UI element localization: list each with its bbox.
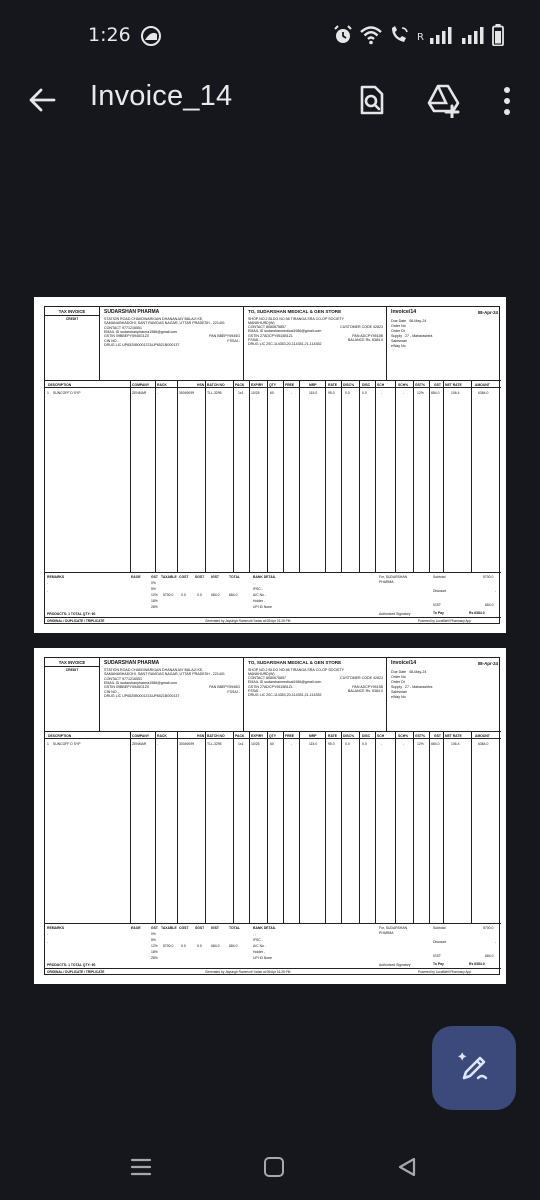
invoice-date: 08-Apr-24 bbox=[477, 310, 498, 315]
cell-sch-pct: - bbox=[403, 741, 405, 746]
due-date-label: Due Date bbox=[391, 670, 407, 675]
cell-qty: 60 bbox=[270, 741, 274, 746]
seller-fssai: FSSAI - bbox=[227, 689, 240, 694]
cell-disc-pct: 0.0 bbox=[345, 390, 350, 395]
products-summary: PRODUCTS: 1 TOTAL QTY: 60 bbox=[47, 963, 96, 967]
order-no-label: Order No bbox=[391, 324, 406, 329]
buyer-gstin: GSTIN 27ADCPY9515B1ZL bbox=[248, 684, 293, 689]
col-pack: PACK bbox=[235, 733, 245, 738]
cell-disc: 0.0 bbox=[362, 390, 367, 395]
col-disc-pct: DISC% bbox=[343, 382, 355, 387]
cell-rack: - bbox=[157, 741, 159, 746]
cell-sch: - bbox=[381, 390, 383, 395]
cell-free: - bbox=[291, 741, 293, 746]
due-date: 08-May-24 bbox=[409, 670, 427, 675]
buyer-block bbox=[245, 307, 387, 380]
gst-rate: 5% bbox=[151, 587, 156, 591]
col-gst-pct: GST% bbox=[415, 733, 425, 738]
cell-mrp: 115.0 bbox=[309, 390, 318, 395]
order-no-label: Order No bbox=[391, 675, 406, 680]
wifi-calling-icon bbox=[389, 25, 411, 45]
invoice-bottom-line bbox=[45, 617, 501, 625]
seller-address: SAMANUBHADOHI, SANT RAVIDAS NAGAR, UTTAR PRADESH - 221401 bbox=[104, 672, 225, 677]
status-icons bbox=[333, 24, 504, 46]
col-gst: GST bbox=[434, 382, 441, 387]
seller-gstin: GSTIN 09BBEPY5945G1Z0 bbox=[104, 685, 149, 690]
col-batch: BATCH NO bbox=[207, 733, 225, 738]
items-table bbox=[45, 731, 501, 923]
cell-net-rate: 106.4 bbox=[451, 390, 460, 395]
seller-druglic: DRUG LIC UP6520B000137&UP6521B000137 bbox=[104, 342, 180, 347]
taxable-head: TAXABLE bbox=[161, 575, 177, 579]
seller-name: SUDARSHAN PHARMA bbox=[104, 309, 160, 315]
buyer-gstin: GSTIN 27ADCPY9515B1ZL bbox=[248, 333, 293, 338]
customer-code: CUSTOMER CODE 42823 bbox=[340, 676, 383, 681]
credit-label: CREDIT bbox=[45, 315, 99, 321]
drive-add-icon[interactable] bbox=[426, 84, 462, 118]
subtotal-label: Subtotal bbox=[433, 926, 446, 930]
gst-rate: 0% bbox=[151, 581, 156, 585]
igst-label: IGST bbox=[433, 603, 441, 607]
nav-back-icon[interactable] bbox=[396, 1156, 418, 1178]
cell-sch: - bbox=[381, 741, 383, 746]
igst-head: IGST bbox=[211, 575, 219, 579]
eway-label: eWay No bbox=[391, 344, 406, 349]
cell-gst: 684.0 bbox=[431, 741, 440, 746]
igst-value: 684.0 bbox=[485, 954, 494, 958]
col-batch: BATCH NO bbox=[207, 382, 225, 387]
seller-druglic: DRUG LIC UP6520B000137&UP6521B000137 bbox=[104, 693, 180, 698]
gst-rate: 12% bbox=[151, 593, 158, 597]
document-title: Invoice_14 bbox=[90, 80, 233, 112]
remarks-label: REMARKS bbox=[47, 926, 65, 930]
igst-value: 684.0 bbox=[485, 603, 494, 607]
invoice-number: Invoice/14 bbox=[391, 309, 417, 315]
gst-total: 684.0 bbox=[229, 593, 238, 597]
remarks-line: - bbox=[47, 589, 49, 593]
invoice-bottom-line bbox=[45, 968, 501, 976]
seller-gstin: GSTIN 09BBEPY5945G1Z0 bbox=[104, 334, 149, 339]
search-document-icon[interactable] bbox=[356, 84, 388, 116]
cell-gst-pct: 12% bbox=[417, 741, 424, 746]
invoice-meta bbox=[388, 307, 501, 380]
status-bar bbox=[0, 0, 540, 72]
col-amount: AMOUNT bbox=[475, 382, 490, 387]
buyer-name: TO, SUDARSHAN MEDICAL & GEN STORE bbox=[248, 660, 342, 665]
copies-label: ORIGINAL / DUPLICATE / TRIPLICATE bbox=[47, 619, 105, 623]
tax-invoice-label: TAX INVOICE bbox=[58, 309, 86, 314]
buyer-email: EMAIL ID sudarshanmedical1986@gmail.com bbox=[248, 680, 322, 685]
remarks-line: - bbox=[47, 940, 49, 944]
buyer-name: TO, SUDARSHAN MEDICAL & GEN STORE bbox=[248, 309, 342, 314]
gst-rate: 5% bbox=[151, 938, 156, 942]
for-label: For, SUDARSHAN bbox=[379, 575, 408, 579]
powered-by: Powered by LocalWell Pharmacy App bbox=[418, 619, 472, 623]
bank-detail-label: BANK DETAIL bbox=[253, 926, 276, 930]
discount-value: - bbox=[495, 940, 497, 944]
alarm-icon bbox=[333, 25, 353, 45]
cell-hsn: 30049099 bbox=[179, 390, 195, 395]
pdf-page-1[interactable] bbox=[34, 297, 506, 633]
gst-cgst: 0.0 bbox=[181, 593, 186, 597]
to-pay-value: Rs 6384.0 bbox=[469, 611, 485, 615]
seller-cin: CIN NO - bbox=[104, 338, 119, 343]
discount-label: Discount bbox=[433, 940, 447, 944]
cell-pack: 1x1 bbox=[238, 390, 244, 395]
col-sch-pct: SCH% bbox=[398, 382, 409, 387]
seller-pan: PAN BBEPY5945G bbox=[209, 685, 240, 690]
invoice-document bbox=[44, 306, 500, 624]
col-free: FREE bbox=[285, 733, 295, 738]
buyer-balance: BALANCE Rs. 6384.0 bbox=[347, 689, 383, 694]
cell-disc-pct: 0.0 bbox=[345, 741, 350, 746]
cell-qty: 60 bbox=[270, 390, 274, 395]
eoe-label: E&OE bbox=[131, 926, 141, 930]
cell-description: SUNCOFF D SYP bbox=[53, 390, 81, 395]
cell-rate: 95.0 bbox=[328, 390, 335, 395]
col-sch: SCH bbox=[377, 733, 385, 738]
col-sch: SCH bbox=[377, 382, 385, 387]
col-expiry: EXPIRY bbox=[251, 733, 264, 738]
more-vert-icon[interactable] bbox=[500, 86, 514, 116]
invoice-document bbox=[44, 657, 500, 975]
bank-ifsc: IFSC - bbox=[253, 587, 263, 591]
signal-2-icon bbox=[462, 26, 486, 44]
seller-block bbox=[101, 658, 244, 731]
col-description: DESCRIPTION bbox=[48, 382, 72, 387]
home-icon[interactable] bbox=[264, 1157, 284, 1177]
gst-igst: 684.0 bbox=[211, 593, 220, 597]
bank-account: A/C No - bbox=[253, 944, 266, 948]
items-header bbox=[45, 732, 501, 739]
col-rack: RACK bbox=[157, 382, 167, 387]
col-disc: DISC bbox=[362, 733, 371, 738]
authorized-signatory: Authorized Signatory bbox=[379, 963, 411, 967]
buyer-druglic: DRUG LIC 20C-114353,20-114351,21-114352 bbox=[248, 342, 322, 347]
back-arrow-icon[interactable] bbox=[26, 84, 58, 116]
buyer-druglic: DRUG LIC 20C-114353,20-114351,21-114352 bbox=[248, 693, 322, 698]
col-pack: PACK bbox=[235, 382, 245, 387]
seller-pan: PAN BBEPY5945G bbox=[209, 334, 240, 339]
gst-rate: 18% bbox=[151, 950, 158, 954]
supply-value: 27 - Maharashtra bbox=[405, 334, 433, 339]
salesman-label: Salesman bbox=[391, 690, 407, 695]
cell-net-rate: 106.4 bbox=[451, 741, 460, 746]
items-header bbox=[45, 381, 501, 388]
wifi-icon bbox=[359, 25, 383, 45]
bank-upi: UPI ID None bbox=[253, 956, 273, 960]
col-free: FREE bbox=[285, 382, 295, 387]
gst-head: GST bbox=[151, 575, 158, 579]
to-pay-label: To Pay bbox=[433, 962, 444, 966]
seller-contact: CONTACT 9771216551 bbox=[104, 325, 143, 330]
col-net-rate: NET RATE bbox=[445, 733, 462, 738]
app-bar bbox=[0, 72, 540, 130]
buyer-address: MANKHURD(W) bbox=[248, 671, 275, 676]
cell-gst: 684.0 bbox=[431, 390, 440, 395]
cell-sn: 1 bbox=[47, 390, 49, 395]
eway-label: eWay No bbox=[391, 695, 406, 700]
remarks-line: - bbox=[47, 581, 49, 585]
cell-batch: TLL-3295 bbox=[207, 390, 222, 395]
col-description: DESCRIPTION bbox=[48, 733, 72, 738]
gst-taxable: 5700.0 bbox=[163, 593, 174, 597]
buyer-address: MANKHURD(W) bbox=[248, 320, 275, 325]
cell-amount: 6384.0 bbox=[478, 741, 489, 746]
roaming-indicator: R bbox=[417, 31, 424, 43]
order-dt-label: Order Dt bbox=[391, 680, 405, 685]
seller-address: STATION ROAD CHAKDWARIGAN DHANANJAY BALAJI KE, bbox=[104, 317, 204, 321]
invoice-date: 08-Apr-24 bbox=[477, 661, 498, 666]
for-label-2: PHARMA bbox=[379, 931, 394, 935]
for-label: For, SUDARSHAN bbox=[379, 926, 408, 930]
seller-fssai: FSSAI - bbox=[227, 338, 240, 343]
pen-sparkle-icon bbox=[456, 1050, 492, 1086]
to-pay-value: Rs 6384.0 bbox=[469, 962, 485, 966]
cell-mrp: 115.0 bbox=[309, 741, 318, 746]
col-qty: QTY bbox=[269, 733, 276, 738]
bank-line: , , bbox=[253, 932, 256, 936]
cell-rack: - bbox=[157, 390, 159, 395]
due-date: 08-May-24 bbox=[409, 319, 427, 324]
col-rack: RACK bbox=[157, 733, 167, 738]
invoice-type-box bbox=[45, 307, 100, 380]
cell-company: ZENMAR bbox=[132, 741, 147, 746]
cell-company: ZENMAR bbox=[132, 390, 147, 395]
col-mrp: MRP bbox=[309, 733, 317, 738]
eoe-label: E&OE bbox=[131, 575, 141, 579]
gst-igst: 684.0 bbox=[211, 944, 220, 948]
gst-rate: 18% bbox=[151, 599, 158, 603]
buyer-email: EMAIL ID sudarshanmedical1986@gmail.com bbox=[248, 329, 322, 334]
col-rate: RATE bbox=[328, 382, 337, 387]
supply-value: 27 - Maharashtra bbox=[405, 685, 433, 690]
remarks-label: REMARKS bbox=[47, 575, 65, 579]
gst-cgst: 0.0 bbox=[181, 944, 186, 948]
col-company: COMPANY bbox=[132, 733, 150, 738]
col-amount: AMOUNT bbox=[475, 733, 490, 738]
seller-address: STATION ROAD CHAKDWARIGAN DHANANJAY BALAJI KE, bbox=[104, 668, 204, 672]
system-navigation-bar bbox=[0, 1140, 540, 1200]
gst-sgst: 0.0 bbox=[197, 944, 202, 948]
col-gst-pct: GST% bbox=[415, 382, 425, 387]
buyer-contact: CONTACT 8080675857 bbox=[248, 676, 287, 681]
cell-sn: 1 bbox=[47, 741, 49, 746]
bank-holder: Holder - bbox=[253, 950, 266, 954]
bank-ifsc: IFSC - bbox=[253, 938, 263, 942]
col-gst: GST bbox=[434, 733, 441, 738]
igst-head: IGST bbox=[211, 926, 219, 930]
for-label-2: PHARMA bbox=[379, 580, 394, 584]
seller-name: SUDARSHAN PHARMA bbox=[104, 660, 160, 666]
seller-email: EMAIL ID sudarshanpharma1986@gmail.com bbox=[104, 680, 178, 685]
sgst-head: SGST bbox=[195, 575, 205, 579]
seller-block bbox=[101, 307, 244, 380]
subtotal-label: Subtotal bbox=[433, 575, 446, 579]
generated-by: Generated by Jaysingh Rammurti Yadav at 08/Apr 01:26 PM bbox=[205, 619, 291, 623]
col-hsn: HSN bbox=[197, 382, 205, 387]
cell-batch: TLL-3295 bbox=[207, 741, 222, 746]
items-table bbox=[45, 380, 501, 572]
cell-description: SUNCOFF D SYP bbox=[53, 741, 81, 746]
bank-detail-label: BANK DETAIL bbox=[253, 575, 276, 579]
col-expiry: EXPIRY bbox=[251, 382, 264, 387]
col-sch-pct: SCH% bbox=[398, 733, 409, 738]
gst-rate: 12% bbox=[151, 944, 158, 948]
cell-amount: 6384.0 bbox=[478, 390, 489, 395]
buyer-pan: PAN ADCPY9515B bbox=[352, 333, 383, 338]
order-dt-label: Order Dt bbox=[391, 329, 405, 334]
cgst-head: CGST bbox=[179, 575, 189, 579]
bank-upi: UPI ID None bbox=[253, 605, 273, 609]
signal-1-icon bbox=[430, 26, 456, 44]
bank-holder: Holder - bbox=[253, 599, 266, 603]
taxable-head: TAXABLE bbox=[161, 926, 177, 930]
customer-code: CUSTOMER CODE 42823 bbox=[340, 325, 383, 330]
igst-label: IGST bbox=[433, 954, 441, 958]
table-row bbox=[45, 389, 501, 396]
table-row bbox=[45, 740, 501, 747]
cell-disc: 0.0 bbox=[362, 741, 367, 746]
invoice-number: Invoice/14 bbox=[391, 660, 417, 666]
seller-cin: CIN NO - bbox=[104, 689, 119, 694]
bank-line: , , bbox=[253, 581, 256, 585]
gst-taxable: 5700.0 bbox=[163, 944, 174, 948]
supply-label: Supply bbox=[391, 334, 402, 339]
cell-gst-pct: 12% bbox=[417, 390, 424, 395]
products-summary: PRODUCTS: 1 TOTAL QTY: 60 bbox=[47, 612, 96, 616]
col-disc: DISC bbox=[362, 382, 371, 387]
cell-hsn: 30049099 bbox=[179, 741, 195, 746]
invoice-meta bbox=[388, 658, 501, 731]
cgst-head: CGST bbox=[179, 926, 189, 930]
cell-pack: 1x1 bbox=[238, 741, 244, 746]
gst-rate: 28% bbox=[151, 956, 158, 960]
col-net-rate: NET RATE bbox=[445, 382, 462, 387]
col-disc-pct: DISC% bbox=[343, 733, 355, 738]
total-head: TOTAL bbox=[229, 575, 240, 579]
status-time: 1:26 bbox=[88, 24, 131, 46]
invoice-footer bbox=[45, 572, 501, 617]
buyer-contact: CONTACT 8080675857 bbox=[248, 325, 287, 330]
to-pay-label: To Pay bbox=[433, 611, 444, 615]
cell-rate: 95.0 bbox=[328, 741, 335, 746]
cell-expiry: 10/25 bbox=[251, 741, 260, 746]
powered-by: Powered by LocalWell Pharmacy App bbox=[418, 970, 472, 974]
gst-head: GST bbox=[151, 926, 158, 930]
due-date-label: Due Date bbox=[391, 319, 407, 324]
seller-contact: CONTACT 9771216551 bbox=[104, 676, 143, 681]
seller-address: SAMANUBHADOHI, SANT RAVIDAS NAGAR, UTTAR PRADESH - 221401 bbox=[104, 321, 225, 326]
buyer-pan: PAN ADCPY9515B bbox=[352, 684, 383, 689]
buyer-fssai: FSSAI - bbox=[248, 689, 261, 694]
tax-invoice-label: TAX INVOICE bbox=[58, 660, 86, 665]
buyer-address: SHOP NO.2 BLDG NO.98 TIRANGA SRA CO-OP SOCIETY bbox=[248, 667, 345, 672]
col-company: COMPANY bbox=[132, 382, 150, 387]
generated-by: Generated by Jaysingh Rammurti Yadav at 08/Apr 01:26 PM bbox=[205, 970, 291, 974]
subtotal-value: 5700.0 bbox=[483, 575, 494, 579]
assistant-notification-icon bbox=[140, 25, 162, 47]
col-qty: QTY bbox=[269, 382, 276, 387]
cell-free: - bbox=[291, 390, 293, 395]
sgst-head: SGST bbox=[195, 926, 205, 930]
buyer-block bbox=[245, 658, 387, 731]
buyer-balance: BALANCE Rs. 6384.0 bbox=[347, 338, 383, 343]
recents-icon[interactable] bbox=[130, 1157, 152, 1177]
buyer-fssai: FSSAI - bbox=[248, 338, 261, 343]
cell-expiry: 10/25 bbox=[251, 390, 260, 395]
invoice-footer bbox=[45, 923, 501, 968]
battery-icon bbox=[492, 24, 504, 46]
gst-rate: 0% bbox=[151, 932, 156, 936]
discount-value: - bbox=[495, 589, 497, 593]
invoice-type-box bbox=[45, 658, 100, 731]
subtotal-value: 5700.0 bbox=[483, 926, 494, 930]
authorized-signatory: Authorized Signatory bbox=[379, 612, 411, 616]
gst-rate: 28% bbox=[151, 605, 158, 609]
remarks-line: - bbox=[47, 932, 49, 936]
gst-total: 684.0 bbox=[229, 944, 238, 948]
col-rate: RATE bbox=[328, 733, 337, 738]
total-head: TOTAL bbox=[229, 926, 240, 930]
bank-account: A/C No - bbox=[253, 593, 266, 597]
discount-label: Discount bbox=[433, 589, 447, 593]
supply-label: Supply bbox=[391, 685, 402, 690]
copies-label: ORIGINAL / DUPLICATE / TRIPLICATE bbox=[47, 970, 105, 974]
pdf-page-2[interactable] bbox=[34, 648, 506, 984]
col-mrp: MRP bbox=[309, 382, 317, 387]
buyer-address: SHOP NO.2 BLDG NO.98 TIRANGA SRA CO-OP SOCIETY bbox=[248, 316, 345, 321]
salesman-label: Salesman bbox=[391, 339, 407, 344]
col-hsn: HSN bbox=[197, 733, 205, 738]
gst-sgst: 0.0 bbox=[197, 593, 202, 597]
credit-label: CREDIT bbox=[45, 666, 99, 672]
seller-email: EMAIL ID sudarshanpharma1986@gmail.com bbox=[104, 329, 178, 334]
cell-sch-pct: - bbox=[403, 390, 405, 395]
annotate-fab-button[interactable] bbox=[432, 1026, 516, 1110]
